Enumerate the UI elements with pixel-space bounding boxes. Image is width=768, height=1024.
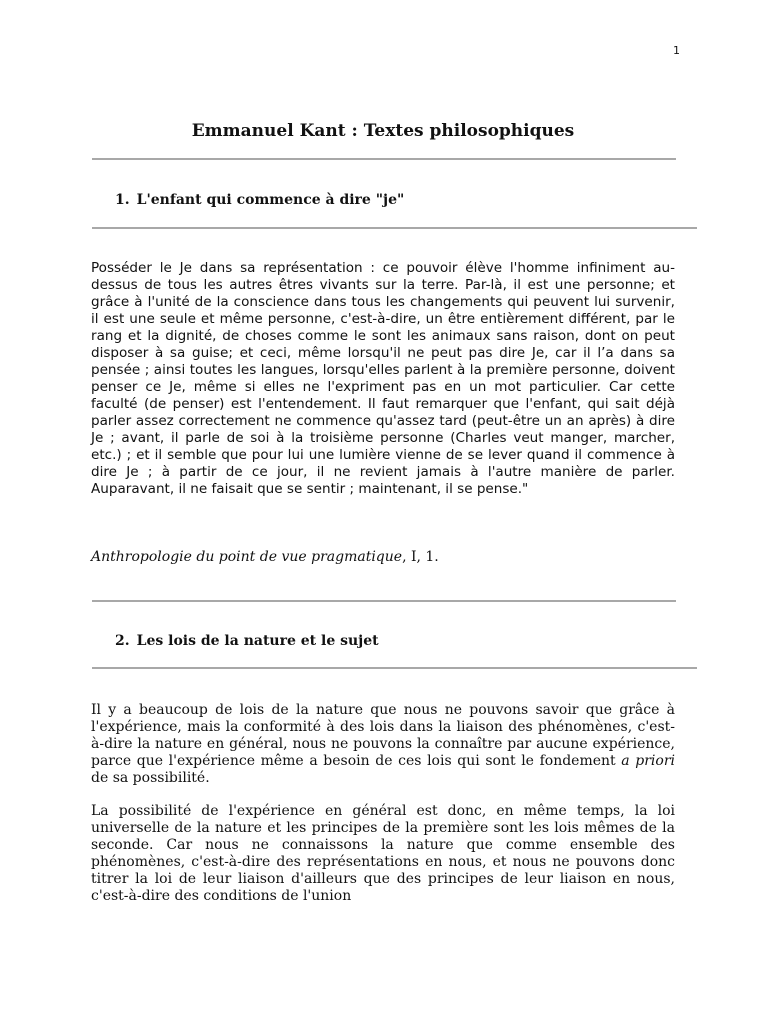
citation-work-title: Anthropologie du point de vue pragmatique — [91, 549, 403, 565]
paragraph-1-text-end: de sa possibilité. — [91, 770, 210, 786]
section-2-divider — [92, 667, 697, 669]
section-1-title: L'enfant qui commence à dire "je" — [136, 192, 405, 208]
section-2-paragraph-1 — [91, 702, 675, 787]
page-number: 1 — [673, 44, 680, 57]
section-2-top-divider — [92, 600, 676, 602]
emphasis-a-priori: a priori — [621, 753, 675, 769]
section-1-divider — [92, 227, 697, 229]
section-2-number: 2. — [115, 633, 130, 649]
citation-reference: , I, 1. — [402, 549, 439, 565]
section-2-paragraph-2: La possibilité de l'expérience en général est donc, en même temps, la loi universelle de la nature et les principes de la première sont les lois mêmes de la seconde. Car nous ne connaissons la nature que comme ensemble des phénomènes, c'est-à-dire des représentations en nous, et nous ne pouvons donc titrer la loi de leur liaison d'ailleurs que des principes de leur liaison en nous, c'est-à-dire des conditions de l'union — [91, 803, 675, 903]
section-1-heading — [115, 192, 404, 208]
section-2-title: Les lois de la nature et le sujet — [136, 633, 379, 649]
section-1-citation — [91, 549, 439, 566]
title-divider — [92, 158, 676, 160]
section-1-number: 1. — [115, 192, 130, 208]
document-title: Emmanuel Kant : Textes philosophiques — [191, 121, 575, 141]
section-2-heading — [115, 633, 379, 649]
paragraph-1-text-start: Il y a beaucoup de lois de la nature que nous ne pouvons savoir que grâce à l'expérience, mais la conformité à des lois dans la liaison des phénomènes, c'est-à-dire la nature en général, nous ne pouvons la connaître par aucune expérience, parce que l'expérience même a besoin de ces lois qui sont le fondement — [91, 702, 675, 769]
section-1-paragraph: Posséder le Je dans sa représentation : ce pouvoir élève l'homme infiniment au-dessus de tous les autres êtres vivants sur la terre. Par-là, il est une personne; et grâce à l'unité de la conscience dans tous les changements qui peuvent lui survenir, il est une seule et même personne, c'est-à-dire, un être entièrement différent, par le rang et la dignité, de choses comme le sont les animaux sans raison, dont on peut disposer à sa guise; et ceci, même lorsqu'il ne peut pas dire Je, car il l’a dans sa pensée ; ainsi toutes les langues, lorsqu'elles parlent à la première personne, doivent penser ce Je, même si elles ne l'expriment pas en un mot particulier. Car cette faculté (de penser) est l'entendement. Il faut remarquer que l'enfant, qui sait déjà parler assez correctement ne commence qu'assez tard (peut-être un an après) à dire Je ; avant, il parle de soi à la troisième personne (Charles veut manger, marcher, etc.) ; et il semble que pour lui une lumière vienne de se lever quand il commence à dire Je ; à partir de ce jour, il ne revient jamais à l'autre manière de parler. Auparavant, il ne faisait que se sentir ; maintenant, il se pense." — [91, 260, 675, 497]
